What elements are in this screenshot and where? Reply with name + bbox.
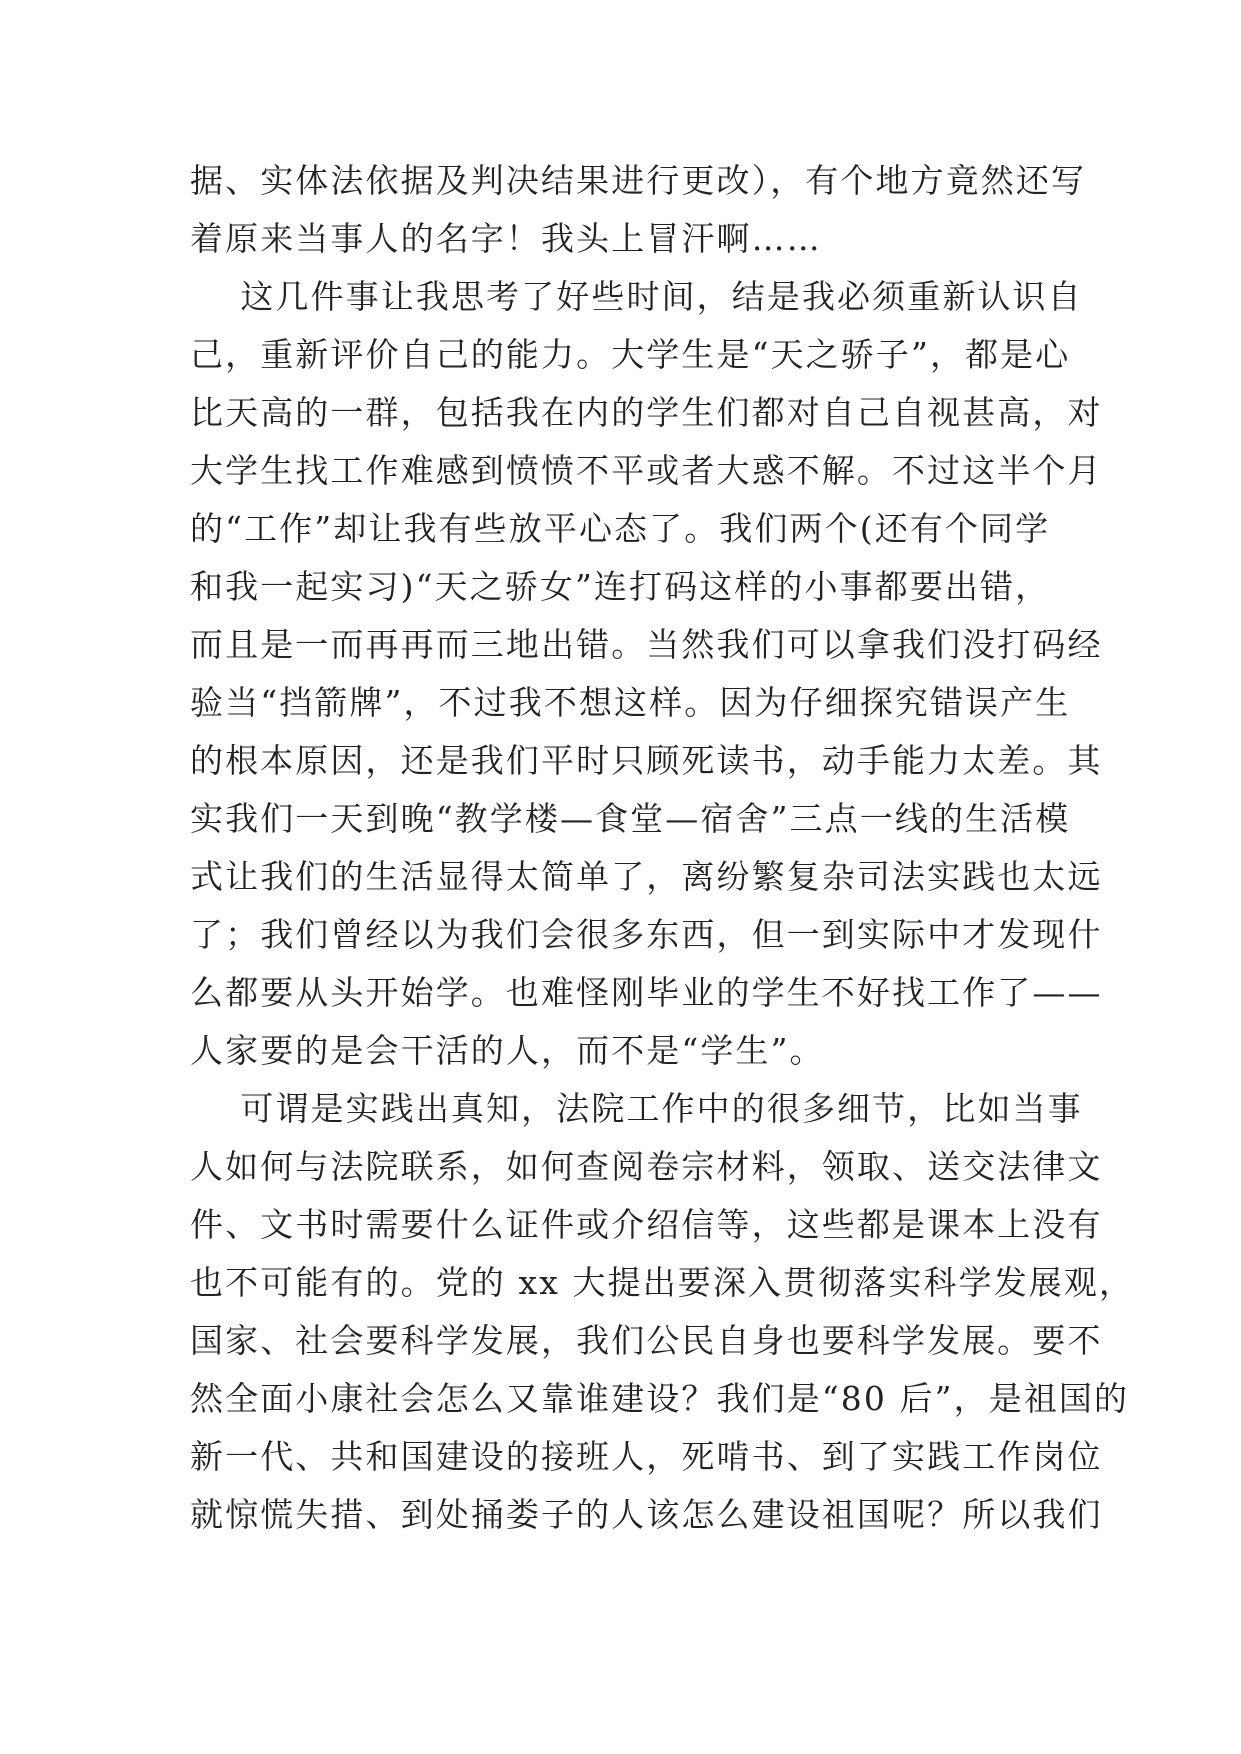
text-line: 式让我们的生活显得太简单了，离纷繁复杂司法实践也太远 bbox=[190, 857, 1103, 896]
text-line: 人家要的是会干活的人，而不是“学生”。 bbox=[190, 1031, 825, 1070]
text-line: 也不可能有的。党的 xx 大提出要深入贯彻落实科学发展观， bbox=[190, 1263, 1135, 1302]
text-line: 么都要从头开始学。也难怪刚毕业的学生不好找工作了—— bbox=[190, 973, 1103, 1012]
text-line: 实我们一天到晚“教学楼—食堂—宿舍”三点一线的生活模 bbox=[190, 799, 1071, 838]
text-line: 的“工作”却让我有些放平心态了。我们两个(还有个同学 bbox=[190, 509, 1051, 548]
text-line: 着原来当事人的名字！我头上冒汗啊…… bbox=[190, 219, 822, 258]
text-line: 就惊慌失措、到处捅娄子的人该怎么建设祖国呢？所以我们 bbox=[190, 1495, 1103, 1534]
text-line: 己，重新评价自己的能力。大学生是“天之骄子”，都是心 bbox=[190, 335, 1071, 374]
text-line: 了；我们曾经以为我们会很多东西，但一到实际中才发现什 bbox=[190, 915, 1103, 954]
text-line: 件、文书时需要什么证件或介绍信等，这些都是课本上没有 bbox=[190, 1205, 1103, 1244]
text-line: 而且是一而再再而三地出错。当然我们可以拿我们没打码经 bbox=[190, 625, 1103, 664]
text-line: 新一代、共和国建设的接班人，死啃书、到了实践工作岗位 bbox=[190, 1437, 1103, 1476]
body-text bbox=[190, 152, 1135, 1544]
text-line: 大学生找工作难感到愤愤不平或者大惑不解。不过这半个月 bbox=[190, 451, 1103, 490]
paragraph-start-line: 可谓是实践出真知，法院工作中的很多细节，比如当事 bbox=[190, 1089, 1083, 1128]
text-line: 的根本原因，还是我们平时只顾死读书，动手能力太差。其 bbox=[190, 741, 1103, 780]
text-line: 国家、社会要科学发展，我们公民自身也要科学发展。要不 bbox=[190, 1321, 1103, 1360]
text-line: 验当“挡箭牌”，不过我不想这样。因为仔细探究错误产生 bbox=[190, 683, 1071, 722]
paragraph-start-line: 这几件事让我思考了好些时间，结是我必须重新认识自 bbox=[190, 277, 1083, 316]
text-line: 和我一起实习)“天之骄女”连打码这样的小事都要出错， bbox=[190, 567, 1051, 606]
text-line: 然全面小康社会怎么又靠谁建设？我们是“80 后”，是祖国的 bbox=[190, 1379, 1130, 1418]
text-line: 人如何与法院联系，如何查阅卷宗材料，领取、送交法律文 bbox=[190, 1147, 1103, 1186]
text-line: 据、实体法依据及判决结果进行更改），有个地方竟然还写 bbox=[190, 161, 1087, 200]
text-line: 比天高的一群，包括我在内的学生们都对自己自视甚高，对 bbox=[190, 393, 1103, 432]
